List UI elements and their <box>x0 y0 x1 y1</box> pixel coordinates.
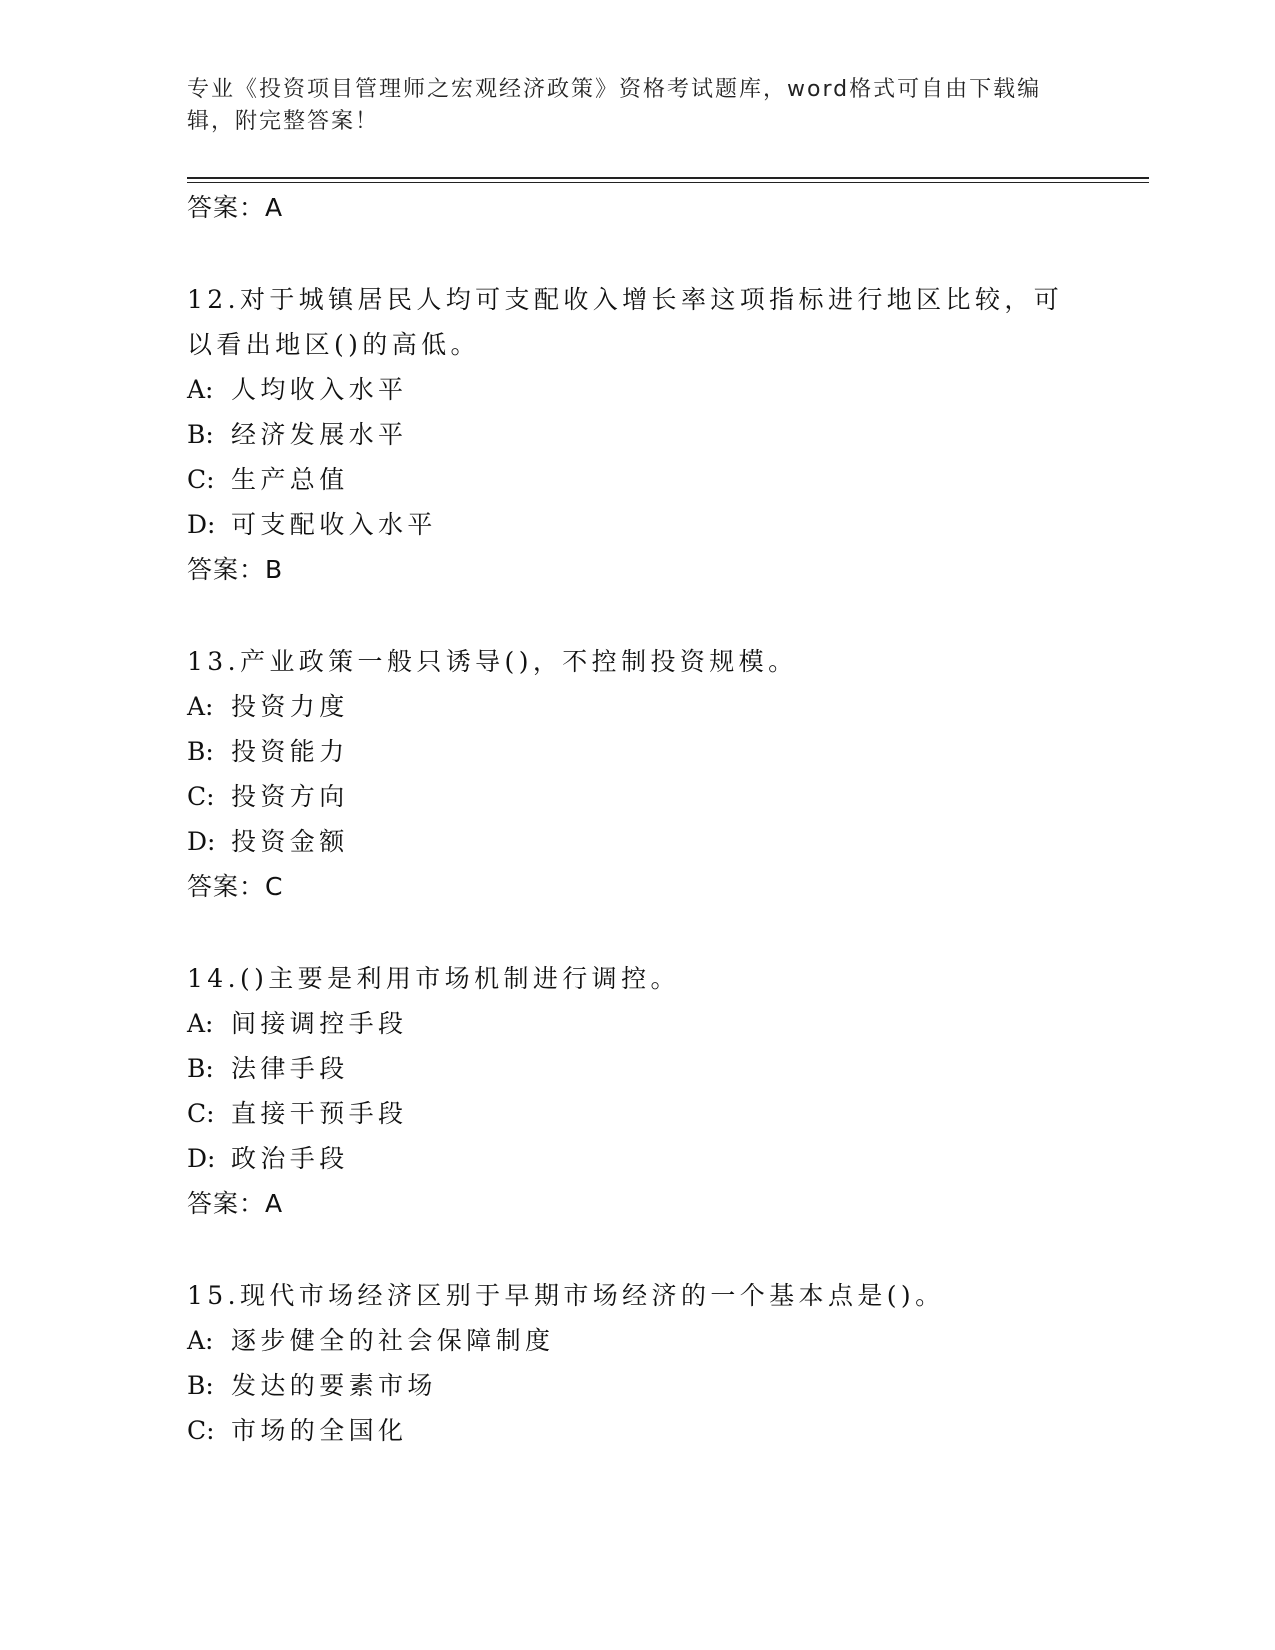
option-text: 逐步健全的社会保障制度 <box>231 1326 555 1355</box>
option-a <box>187 1318 1087 1363</box>
option-b <box>187 1363 1087 1408</box>
option-label: A: <box>187 1009 214 1038</box>
option-label: D: <box>187 827 216 856</box>
option-d <box>187 502 1087 547</box>
option-b <box>187 729 1087 774</box>
option-text: 投资力度 <box>231 692 349 721</box>
option-text: 经济发展水平 <box>231 420 408 449</box>
option-label: C: <box>187 1099 215 1128</box>
answer-line: 答案：B <box>187 555 284 584</box>
question-stem: 14.()主要是利用市场机制进行调控。 <box>187 964 680 993</box>
option-c <box>187 457 1087 502</box>
option-text: 投资方向 <box>231 782 349 811</box>
option-label: D: <box>187 1144 216 1173</box>
option-text: 市场的全国化 <box>231 1416 408 1445</box>
question-stem: 13.产业政策一般只诱导()，不控制投资规模。 <box>187 647 798 676</box>
option-a <box>187 1001 1087 1046</box>
option-b <box>187 1046 1087 1091</box>
option-d <box>187 819 1087 864</box>
option-label: B: <box>187 737 214 766</box>
option-text: 可支配收入水平 <box>231 510 437 539</box>
option-a <box>187 367 1087 412</box>
option-label: C: <box>187 782 215 811</box>
option-label: D: <box>187 510 216 539</box>
option-text: 直接干预手段 <box>231 1099 408 1128</box>
header-rule-thick <box>187 177 1149 179</box>
answer-line: 答案：C <box>187 872 284 901</box>
option-text: 政治手段 <box>231 1144 349 1173</box>
option-label: C: <box>187 465 215 494</box>
option-text: 发达的要素市场 <box>231 1371 437 1400</box>
option-c <box>187 774 1087 819</box>
answer-line: 答案：A <box>187 193 284 222</box>
answer-line: 答案：A <box>187 1189 284 1218</box>
option-text: 间接调控手段 <box>231 1009 408 1038</box>
question-stem: 15.现代市场经济区别于早期市场经济的一个基本点是()。 <box>187 1281 945 1310</box>
option-label: B: <box>187 420 214 449</box>
option-d <box>187 1136 1087 1181</box>
page-header: 专业《投资项目管理师之宏观经济政策》资格考试题库，word格式可自由下载编辑，附完整答案！ <box>187 77 1042 134</box>
document-body <box>187 185 1087 1453</box>
option-label: B: <box>187 1371 214 1400</box>
option-text: 投资能力 <box>231 737 349 766</box>
option-c <box>187 1408 1087 1453</box>
option-b <box>187 412 1087 457</box>
option-text: 人均收入水平 <box>231 375 408 404</box>
option-label: C: <box>187 1416 215 1445</box>
header-rule-thin <box>187 182 1149 183</box>
question-stem: 12.对于城镇居民人均可支配收入增长率这项指标进行地区比较，可以看出地区()的高低。 <box>187 285 1064 359</box>
option-a <box>187 684 1087 729</box>
option-label: B: <box>187 1054 214 1083</box>
option-label: A: <box>187 375 214 404</box>
option-text: 法律手段 <box>231 1054 349 1083</box>
option-label: A: <box>187 692 214 721</box>
option-text: 生产总值 <box>231 465 349 494</box>
option-text: 投资金额 <box>231 827 349 856</box>
option-c <box>187 1091 1087 1136</box>
option-label: A: <box>187 1326 214 1355</box>
